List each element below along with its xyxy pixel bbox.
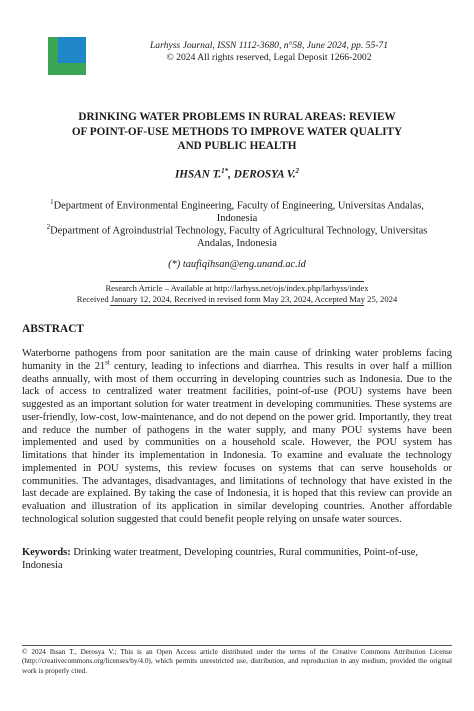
footer-divider bbox=[22, 645, 452, 646]
keywords bbox=[22, 547, 452, 573]
abstract-heading: ABSTRACT bbox=[22, 323, 85, 335]
journal-citation: Larhyss Journal, ISSN 1112-3680, n°58, June 2024, pp. 55-71 bbox=[149, 40, 389, 51]
corresponding-email: (*) taufiqihsan@eng.unand.ac.id bbox=[168, 259, 306, 270]
keywords-text: Drinking water treatment, Developing countries, Rural communities, Point-of-use, Indonesia bbox=[22, 547, 418, 571]
author-list: IHSAN T.$^{1*}$, DEROSYA V.$^2$ bbox=[174, 167, 300, 181]
author-1-affil: 1* bbox=[221, 167, 229, 175]
author-2: DEROSYA V. bbox=[233, 168, 296, 181]
abstract-body: Waterborne pathogens from poor sanitation are the main cause of drinking water problems facing humanity in the 21st century, leading to infections and diarrhea. This results in over half a million deaths annually, with most of them occurring in developing countries such as Indonesia. Due to the lack of access to centralized water treatment facilities, point-of-use (POU) systems have been suggested as an important solution for water treatment in developing communities. These systems are user-friendly, low-cost, low-maintenance, and do not depend on the power grid. Importantly, they treat and reduce the number of pathogens in the water supply, and many POU systems have been implemented and used by communities on a household scale. However, the POU system has limitations that hinder its implementation in Indonesia. To examine and evaluate the technology implemented in POU systems, this review focuses on systems that can serve households or communities. The advantages, disadvantages, and limitations of technology that have existed in the last decade are explained. By taking the case of Indonesia, it is hoped that this review can provide an evaluation and illustration of its application in similar developing countries. Another affordable technological solution suggested that could benefit people relying on unsafe water sources. bbox=[22, 348, 452, 525]
divider-bottom bbox=[110, 305, 364, 306]
article-availability: Research Article – Available at http://larhyss.net/ojs/index.php/larhyss/index bbox=[105, 283, 369, 293]
article-dates: Received January 12, 2024, Received in revised form May 23, 2024, Accepted May 25, 2024 bbox=[76, 293, 398, 304]
author-1: IHSAN T. bbox=[174, 168, 222, 181]
copyright-line: © 2024 All rights reserved, Legal Deposit 1266-2002 bbox=[166, 52, 372, 63]
license-footer: © 2024 Ihsan T., Derosya V.; This is an Open Access article distributed under the terms of the Creative Commons Attribution License (http://creativecommons.org/licenses/by/4.0), which permits unrestricted use, distribution, and reproduction in any medium, provided the original work is properly cited. bbox=[22, 648, 452, 675]
keywords-label: Keywords: bbox=[22, 547, 71, 558]
author-2-affil: 2 bbox=[295, 167, 300, 175]
affiliation-1: $^1$Department of Environmental Engineering, Faculty of Engineering, Universitas Andalas, Indonesia bbox=[50, 198, 424, 225]
paper-title: DRINKING WATER PROBLEMS IN RURAL AREAS: REVIEW OF POINT-OF-USE METHODS TO IMPROVE WATER QUALITY AND PUBLIC HEALTH bbox=[71, 111, 403, 152]
divider-top bbox=[110, 281, 364, 282]
affiliation-2: $^2$Department of Agroindustrial Technology, Faculty of Agricultural Technology, Universitas Andalas, Indonesia bbox=[46, 223, 428, 250]
